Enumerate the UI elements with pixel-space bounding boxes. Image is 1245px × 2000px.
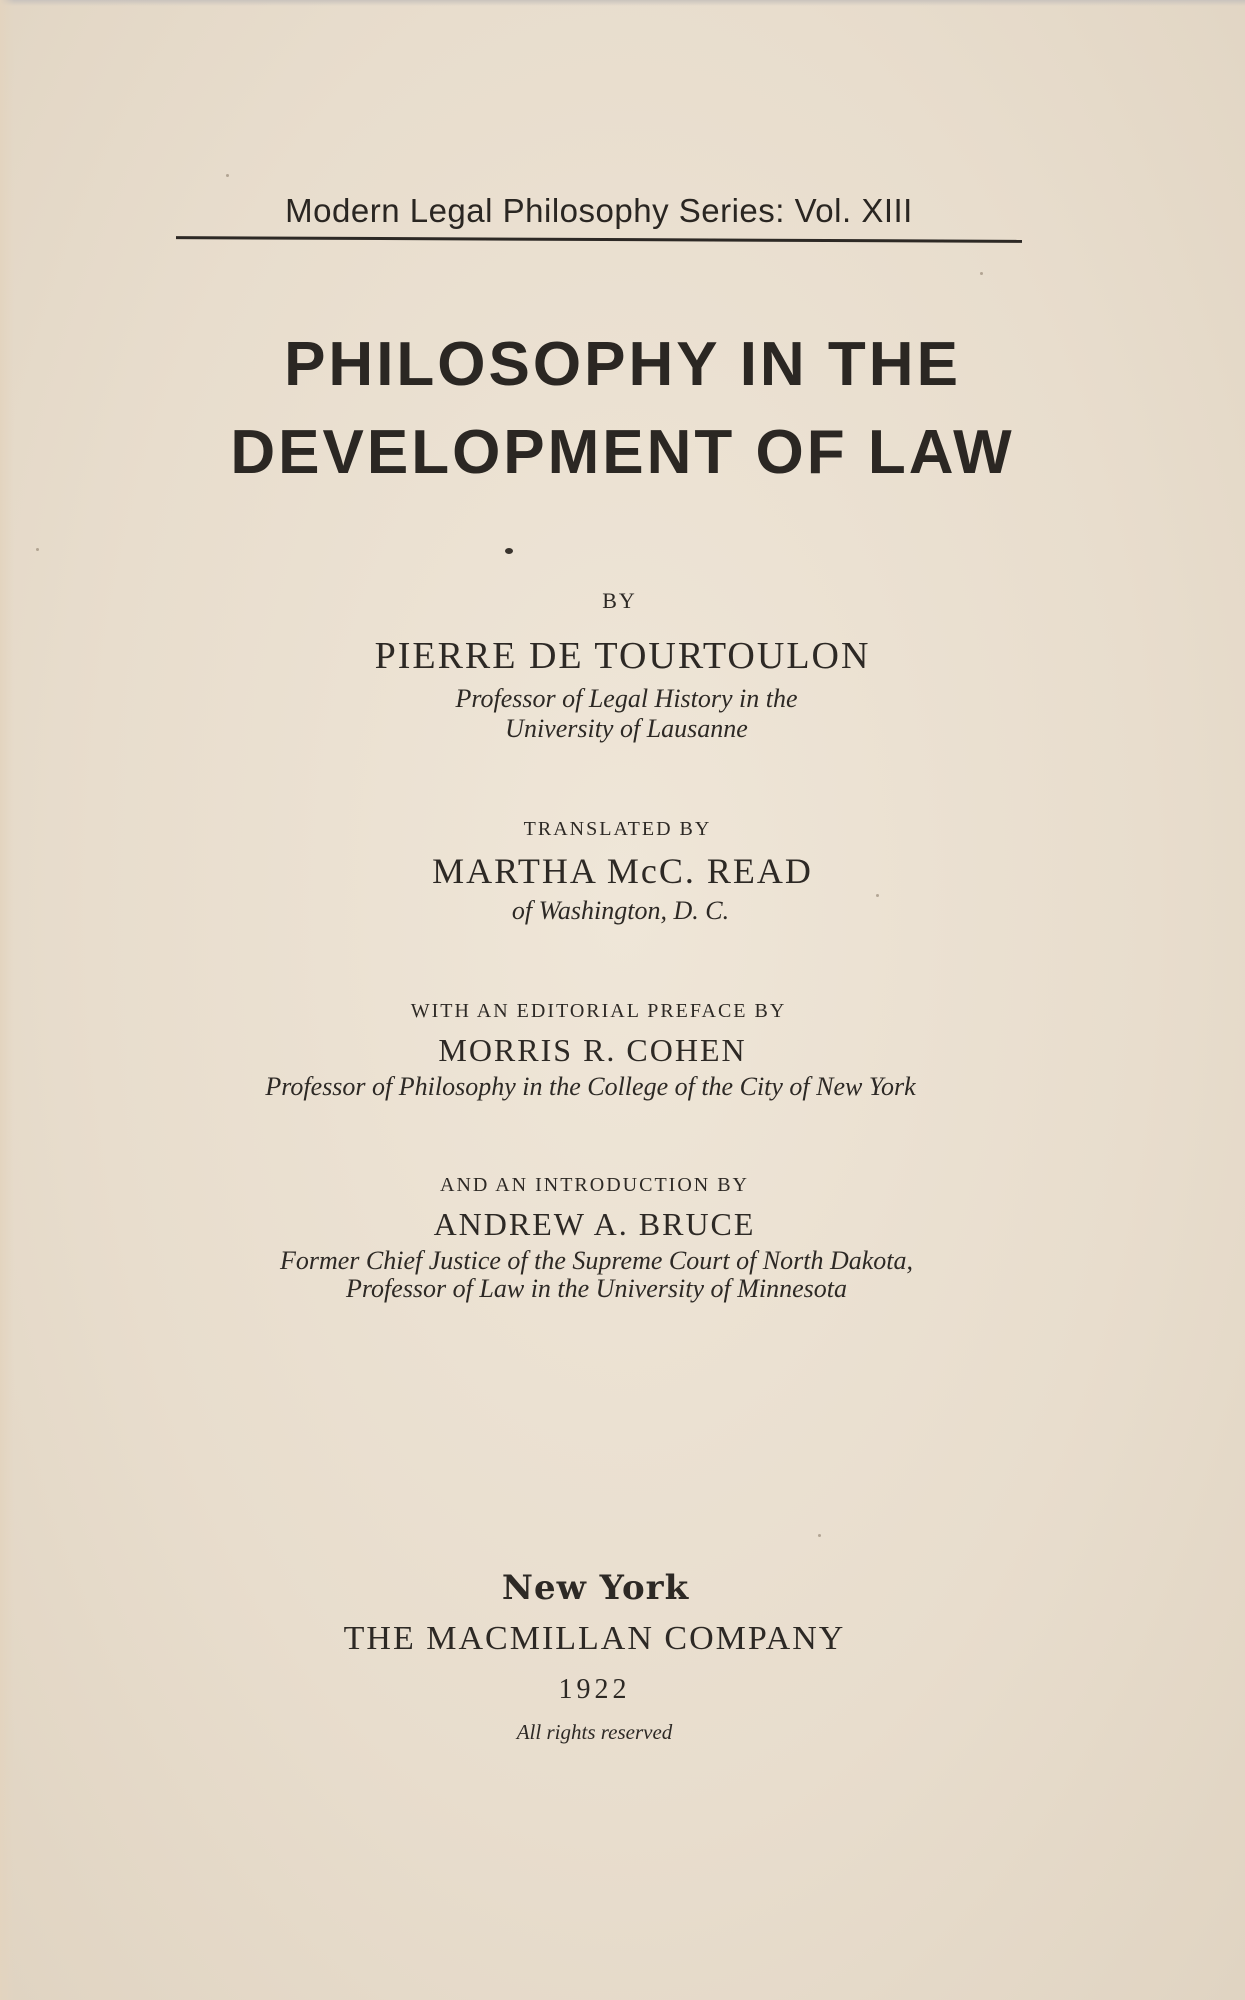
paper-speck — [818, 1534, 821, 1537]
publisher-name: THE MACMILLAN COMPANY — [343, 1620, 846, 1657]
imprint-city: New York — [501, 1568, 690, 1608]
introduction-author-name: ANDREW A. BRUCE — [433, 1206, 756, 1242]
translated-by-label: TRANSLATED BY — [523, 818, 712, 840]
translator-name: MARTHA McC. READ — [432, 851, 813, 891]
introduction-affiliation-line-2: Professor of Law in the University of Minnesota — [346, 1274, 847, 1303]
title-line-2: DEVELOPMENT OF LAW — [230, 418, 1015, 487]
paper-speck — [226, 174, 229, 177]
series-heading: Modern Legal Philosophy Series: Vol. XIII — [285, 192, 913, 229]
preface-author-affiliation: Professor of Philosophy in the College of the City of New York — [265, 1072, 916, 1101]
introduction-affiliation-line-1: Former Chief Justice of the Supreme Court of North Dakota, — [279, 1246, 914, 1275]
preface-label: WITH AN EDITORIAL PREFACE BY — [410, 1000, 787, 1022]
paper-speck — [876, 894, 879, 897]
paper-speck — [36, 548, 39, 551]
translator-affiliation: of Washington, D. C. — [511, 896, 730, 925]
by-label: BY — [602, 588, 637, 613]
author-name: PIERRE DE TOURTOULON — [374, 635, 871, 677]
rights-notice: All rights reserved — [516, 1720, 673, 1744]
introduction-label: AND AN INTRODUCTION BY — [440, 1174, 749, 1196]
publication-year: 1922 — [558, 1674, 631, 1705]
ornament-dot — [505, 548, 513, 554]
paper-speck — [980, 272, 983, 275]
preface-author-name: MORRIS R. COHEN — [438, 1032, 747, 1068]
author-affiliation-line-2: University of Lausanne — [505, 714, 748, 743]
title-line-1: PHILOSOPHY IN THE — [284, 330, 961, 399]
series-rule — [176, 236, 1022, 243]
page-top-edge — [0, 0, 1245, 6]
author-affiliation-line-1: Professor of Legal History in the — [455, 684, 798, 713]
